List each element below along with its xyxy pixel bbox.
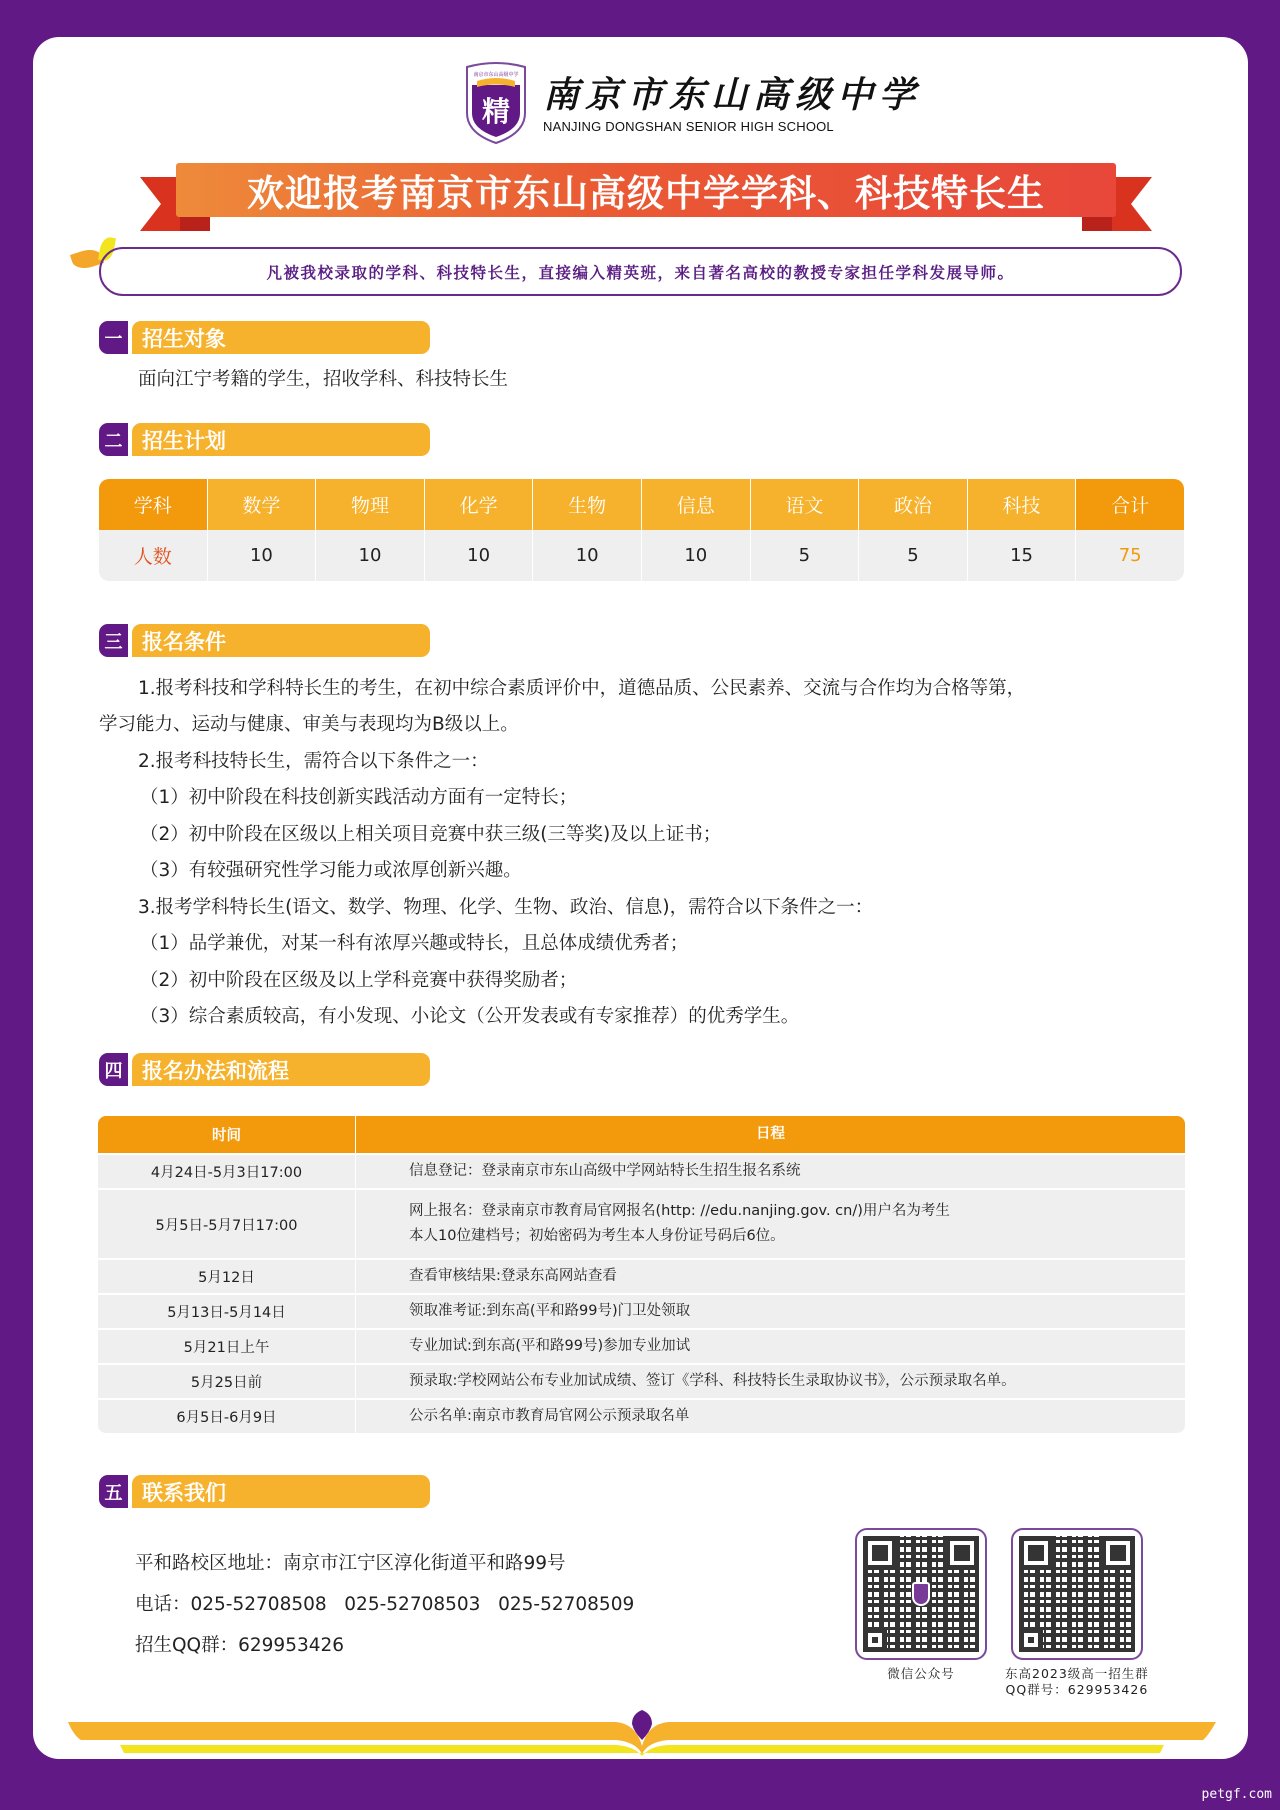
schedule-time: 5月13日-5月14日 bbox=[98, 1295, 356, 1328]
schedule-row bbox=[98, 1363, 1185, 1398]
watermark: petgf.com bbox=[1201, 1787, 1272, 1802]
schedule-desc-line: 信息登记：登录南京市东山高级中学网站特长生招生报名系统 bbox=[409, 1163, 801, 1179]
condition-line: 学习能力、运动与健康、审美与表现均为B级以上。 bbox=[99, 714, 519, 735]
condition-line: （3）有较强研究性学习能力或浓厚创新兴趣。 bbox=[140, 860, 522, 881]
school-name-en: NANJING DONGSHAN SENIOR HIGH SCHOOL bbox=[543, 118, 834, 134]
schedule-header-desc: 日程 bbox=[756, 1126, 785, 1142]
schedule-row bbox=[98, 1188, 1185, 1258]
section-header-plan bbox=[99, 423, 430, 456]
section-number: 四 bbox=[99, 1053, 128, 1086]
schedule-desc-line: 专业加试:到东高(平和路99号)参加专业加试 bbox=[409, 1338, 691, 1354]
target-text: 面向江宁考籍的学生，招收学科、科技特长生 bbox=[138, 369, 509, 390]
plan-cell: 10 bbox=[208, 530, 317, 581]
schedule-time: 5月25日前 bbox=[98, 1365, 356, 1398]
schedule-row bbox=[98, 1293, 1185, 1328]
condition-line: 1.报考科技和学科特长生的考生，在初中综合素质评价中，道德品质、公民素养、交流与合作均为合格等第， bbox=[138, 678, 1026, 699]
section-header-contact bbox=[99, 1475, 430, 1508]
schedule-desc bbox=[356, 1260, 1185, 1293]
plan-cell: 10 bbox=[425, 530, 534, 581]
schedule-desc-line: 公示名单:南京市教育局官网公示预录取名单 bbox=[409, 1408, 690, 1424]
plan-data-row bbox=[99, 530, 1184, 581]
condition-line: （2）初中阶段在区级以上相关项目竞赛中获三级(三等奖)及以上证书； bbox=[140, 824, 722, 845]
section-title: 招生计划 bbox=[132, 423, 430, 456]
footer-book-decoration bbox=[68, 1710, 1216, 1756]
svg-text:精: 精 bbox=[481, 95, 511, 128]
intro-pill bbox=[99, 247, 1182, 296]
qr-code-frame bbox=[1011, 1528, 1143, 1660]
qr-code-icon bbox=[1019, 1536, 1135, 1652]
schedule-desc-line: 查看审核结果:登录东高网站查看 bbox=[409, 1268, 617, 1284]
schedule-header-time: 时间 bbox=[98, 1116, 356, 1153]
school-crest-icon bbox=[463, 61, 529, 145]
qr-qq-group bbox=[1005, 1528, 1149, 1698]
schedule-desc-line: 网上报名：登录南京市教育局官网报名(http: //edu.nanjing.gov. cn/)用户名为考生 bbox=[409, 1203, 950, 1219]
qr-caption bbox=[887, 1666, 955, 1682]
section-number: 三 bbox=[99, 624, 128, 657]
schedule-row bbox=[98, 1398, 1185, 1433]
qr-caption-line: 东高2023级高一招生群 bbox=[1005, 1666, 1149, 1681]
qr-code-frame bbox=[855, 1528, 987, 1660]
schedule-row bbox=[98, 1153, 1185, 1188]
schedule-time: 5月5日-5月7日17:00 bbox=[98, 1190, 356, 1258]
plan-row-label: 人数 bbox=[99, 530, 208, 581]
schedule-desc bbox=[356, 1330, 1185, 1363]
school-name-cn: 南京市东山高级中学 bbox=[543, 73, 922, 116]
schedule-desc-line: 本人10位建档号；初始密码为考生本人身份证号码后6位。 bbox=[409, 1228, 785, 1244]
schedule-desc bbox=[356, 1155, 1185, 1188]
intro-text: 凡被我校录取的学科、科技特长生，直接编入精英班，来自著名高校的教授专家担任学科发展导师。 bbox=[266, 263, 1015, 282]
section-number: 五 bbox=[99, 1475, 128, 1508]
contact-qq-group: 招生QQ群：629953426 bbox=[135, 1635, 345, 1656]
schedule-header-row bbox=[98, 1116, 1185, 1153]
plan-header-cell: 语文 bbox=[751, 479, 860, 530]
plan-header-row bbox=[99, 479, 1184, 530]
qr-caption-line: 微信公众号 bbox=[887, 1666, 955, 1681]
schedule-row bbox=[98, 1328, 1185, 1363]
section-title: 报名条件 bbox=[132, 624, 430, 657]
plan-header-cell: 信息 bbox=[642, 479, 751, 530]
plan-cell: 15 bbox=[968, 530, 1077, 581]
schedule-time: 5月21日上午 bbox=[98, 1330, 356, 1363]
contact-address: 平和路校区地址：南京市江宁区淳化街道平和路99号 bbox=[135, 1553, 566, 1574]
enrollment-plan-table bbox=[99, 479, 1184, 581]
section-header-target bbox=[99, 321, 430, 354]
plan-header-cell: 科技 bbox=[968, 479, 1077, 530]
condition-line: （1）初中阶段在科技创新实践活动方面有一定特长； bbox=[140, 787, 578, 808]
plan-header-cell: 物理 bbox=[316, 479, 425, 530]
schedule-desc-line: 领取准考证:到东高(平和路99号)门卫处领取 bbox=[409, 1303, 691, 1319]
schedule-desc-line: 预录取:学校网站公布专业加试成绩、签订《学科、科技特长生录取协议书》，公示预录取名单。 bbox=[409, 1373, 1016, 1389]
plan-cell: 5 bbox=[751, 530, 860, 581]
school-crest-icon bbox=[912, 1582, 930, 1606]
section-header-conditions bbox=[99, 624, 430, 657]
plan-header-cell: 生物 bbox=[533, 479, 642, 530]
schedule-time: 6月5日-6月9日 bbox=[98, 1400, 356, 1433]
schedule-table bbox=[98, 1116, 1185, 1433]
schedule-desc bbox=[356, 1400, 1185, 1433]
qr-wechat bbox=[855, 1528, 987, 1682]
schedule-time: 4月24日-5月3日17:00 bbox=[98, 1155, 356, 1188]
plan-cell: 10 bbox=[533, 530, 642, 581]
contact-info bbox=[135, 1543, 634, 1666]
section-number: 二 bbox=[99, 423, 128, 456]
banner-title: 欢迎报考南京市东山高级中学学科、科技特长生 bbox=[247, 172, 1045, 215]
plan-header-cell: 学科 bbox=[99, 479, 208, 530]
condition-line: 2.报考科技特长生，需符合以下条件之一： bbox=[138, 751, 489, 772]
svg-text:南京市东山高级中学: 南京市东山高级中学 bbox=[473, 72, 519, 78]
section-title: 招生对象 bbox=[132, 321, 430, 354]
plan-cell: 10 bbox=[642, 530, 751, 581]
plan-header-cell: 化学 bbox=[425, 479, 534, 530]
condition-line: （2）初中阶段在区级及以上学科竞赛中获得奖励者； bbox=[140, 970, 578, 991]
qr-caption-line: QQ群号：629953426 bbox=[1005, 1682, 1149, 1697]
condition-line: （1）品学兼优，对某一科有浓厚兴趣或特长，且总体成绩优秀者； bbox=[140, 933, 689, 954]
plan-cell: 10 bbox=[316, 530, 425, 581]
plan-cell: 5 bbox=[859, 530, 968, 581]
plan-total: 75 bbox=[1118, 545, 1142, 566]
section-header-process bbox=[99, 1053, 430, 1086]
section-title: 联系我们 bbox=[132, 1475, 430, 1508]
plan-header-cell: 政治 bbox=[859, 479, 968, 530]
schedule-desc bbox=[356, 1295, 1185, 1328]
contact-phone: 电话：025-52708508 025-52708503 025-52708509 bbox=[135, 1594, 635, 1615]
qr-code-icon bbox=[863, 1536, 979, 1652]
title-banner bbox=[140, 163, 1152, 231]
schedule-time: 5月12日 bbox=[98, 1260, 356, 1293]
schedule-desc bbox=[356, 1365, 1185, 1398]
section-number: 一 bbox=[99, 321, 128, 354]
schedule-row bbox=[98, 1258, 1185, 1293]
schedule-desc bbox=[356, 1190, 1185, 1258]
condition-line: 3.报考学科特长生(语文、数学、物理、化学、生物、政治、信息)，需符合以下条件之一： bbox=[138, 897, 874, 918]
plan-header-cell: 合计 bbox=[1076, 479, 1184, 530]
condition-line: （3）综合素质较高，有小发现、小论文（公开发表或有专家推荐）的优秀学生。 bbox=[140, 1006, 800, 1027]
qr-caption bbox=[1005, 1666, 1149, 1698]
school-header bbox=[463, 58, 921, 148]
section-title: 报名办法和流程 bbox=[132, 1053, 430, 1086]
plan-header-cell: 数学 bbox=[208, 479, 317, 530]
ribbon-main bbox=[176, 163, 1116, 217]
